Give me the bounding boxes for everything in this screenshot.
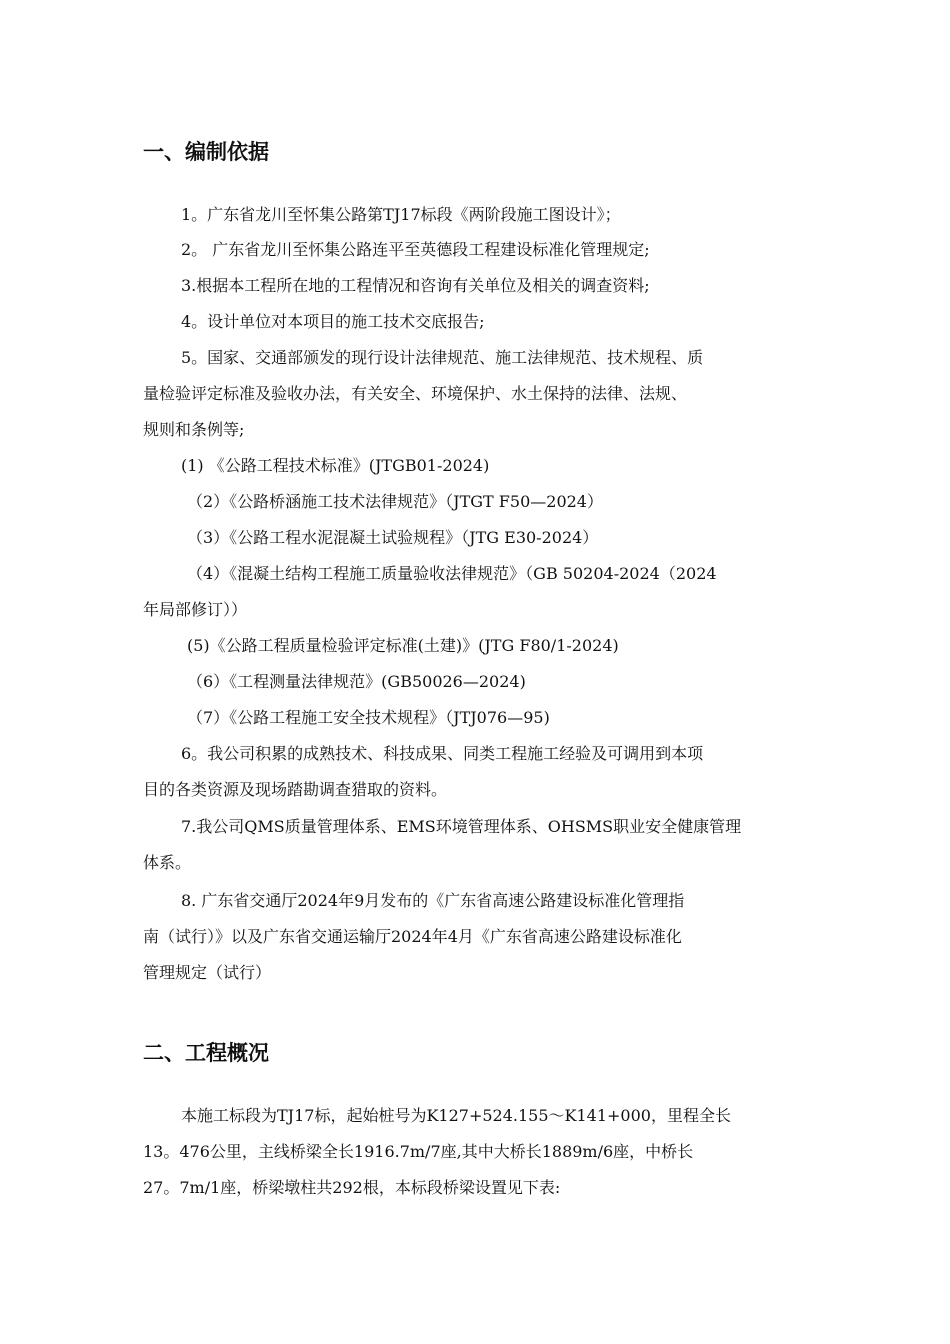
basis-item-8-line-3: 管理规定（试行）: [143, 963, 272, 982]
basis-item-7-line-1: 7.我公司QMS质量管理体系、EMS环境管理体系、OHSMS职业安全健康管理: [181, 817, 742, 836]
standard-item-7: （7）《公路工程施工安全技术规程》（JTJ076—95): [187, 708, 550, 727]
basis-item-2: 2。 广东省龙川至怀集公路连平至英德段工程建设标准化管理规定;: [181, 240, 650, 259]
standard-item-4-line-1: （4）《混凝土结构工程施工质量验收法律规范》（GB 50204-2024（2024: [187, 564, 717, 583]
section-heading-basis: 一、编制依据: [143, 140, 269, 164]
basis-item-1: 1。广东省龙川至怀集公路第TJ17标段《两阶段施工图设计》；: [181, 205, 621, 224]
standard-item-4-line-2: 年局部修订））: [143, 600, 248, 619]
basis-item-7-line-2: 体系。: [143, 853, 192, 872]
basis-item-5-line-1: 5。国家、交通部颁发的现行设计法律规范、施工法律规范、技术规程、质: [181, 348, 704, 367]
overview-line-2: 13。476公里，主线桥梁全长1916.7m/7座,其中大桥长1889m/6座，中桥长: [143, 1142, 694, 1161]
overview-line-1: 本施工标段为TJ17标，起始桩号为K127+524.155～K141+000，里程全长: [181, 1106, 731, 1125]
basis-item-5-line-2: 量检验评定标准及验收办法，有关安全、环境保护、水土保持的法律、法规、: [143, 384, 688, 403]
standard-item-3: （3）《公路工程水泥混凝土试验规程》（JTG E30-2024）: [187, 528, 599, 547]
basis-item-5-line-3: 规则和条例等;: [143, 420, 245, 439]
basis-item-6-line-2: 目的各类资源及现场踏勘调查猎取的资料。: [143, 780, 448, 799]
overview-line-3: 27。7m/1座，桥梁墩柱共292根，本标段桥梁设置见下表:: [143, 1178, 561, 1197]
basis-item-4: 4。设计单位对本项目的施工技术交底报告;: [181, 312, 485, 331]
basis-item-6-line-1: 6。我公司积累的成熟技术、科技成果、同类工程施工经验及可调用到本项: [181, 744, 704, 763]
basis-item-8-line-2: 南（试行）》以及广东省交通运输厅2024年4月《广东省高速公路建设标准化: [143, 927, 682, 946]
standard-item-2: （2）《公路桥涵施工技术法律规范》（JTGT F50—2024）: [187, 492, 603, 511]
basis-item-3: 3.根据本工程所在地的工程情况和咨询有关单位及相关的调查资料;: [181, 276, 650, 295]
standard-item-5: (5)《公路工程质量检验评定标准(土建)》(JTG F80/1-2024): [187, 636, 619, 655]
standard-item-1: (1) 《公路工程技术标准》(JTGB01-2024): [181, 456, 490, 475]
standard-item-6: （6）《工程测量法律规范》(GB50026—2024): [187, 672, 526, 691]
section-heading-overview: 二、工程概况: [143, 1041, 269, 1065]
basis-item-8-line-1: 8. 广东省交通厅2024年9月发布的《广东省高速公路建设标准化管理指: [181, 891, 685, 910]
